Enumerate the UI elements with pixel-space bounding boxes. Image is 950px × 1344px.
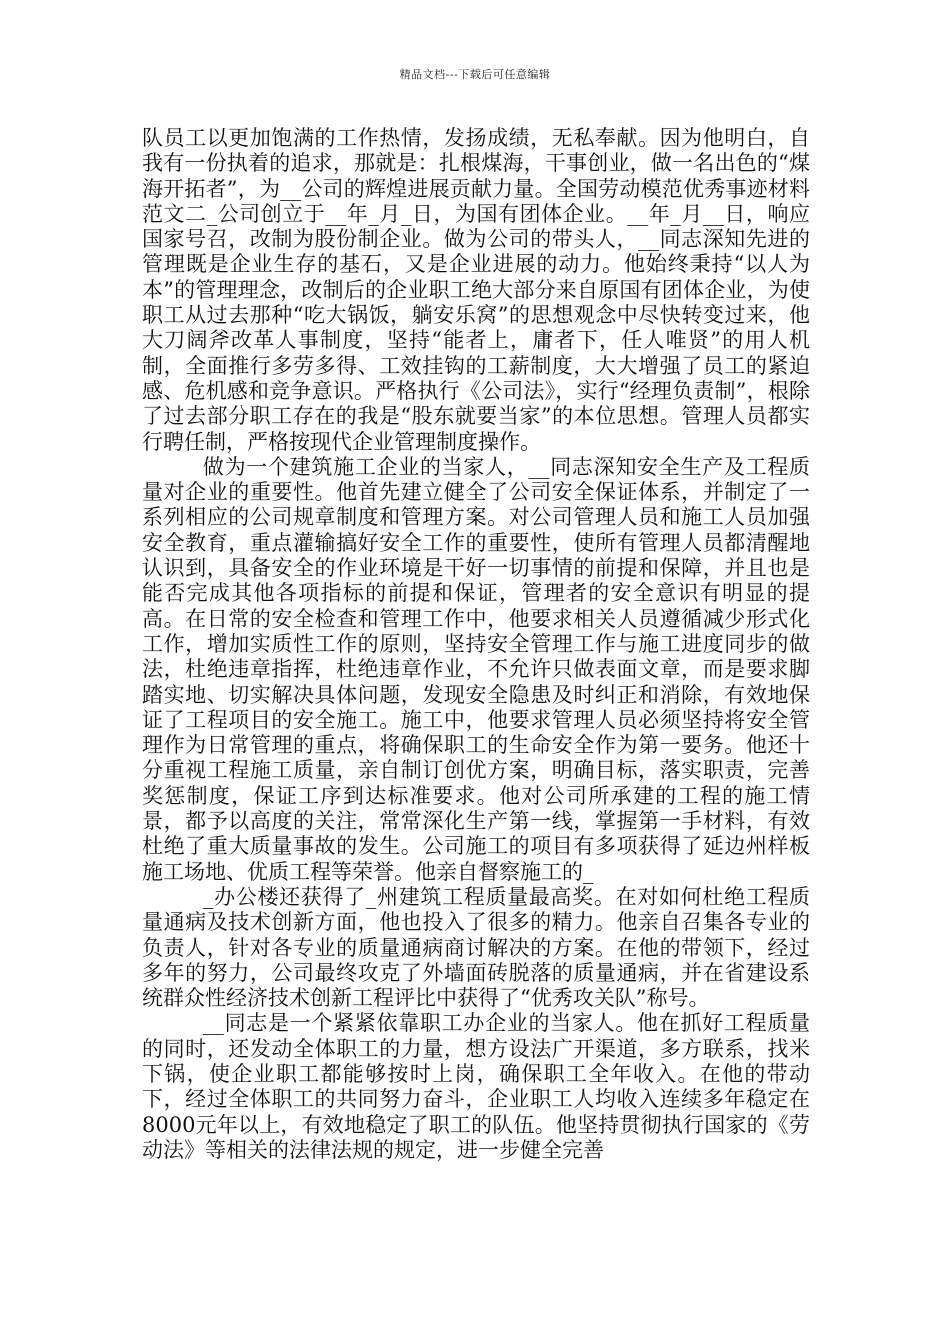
paragraph-3: _办公楼还获得了_州建筑工程质量最高奖。在对如何杜绝工程质量通病及技术创新方面，他也投入了很多的精力。他亲自召集各专业的负责人，针对各专业的质量通病商讨解决的方案。在他的带领下，经过多年的努力，公司最终攻克了外墙面砖脱落的质量通病，并在省建设系统群众性经济技术创新工程评比中获得了“优秀攻关队”称号。 <box>142 884 810 1011</box>
document-body <box>142 126 810 1163</box>
page-header-watermark: 精品文档---下载后可任意编辑 <box>399 68 551 81</box>
paragraph-4: __同志是一个紧紧依靠职工办企业的当家人。他在抓好工程质量的同时，还发动全体职工的力量，想方设法广开渠道，多方联系，找米下锅，使企业职工都能够按时上岗，确保职工全年收入。在他的带动下，经过全体职工的共同努力奋斗，企业职工人均收入连续多年稳定在8000元年以上，有效地稳定了职工的队伍。他坚持贯彻执行国家的《劳动法》等相关的法律法规的规定，进一步健全完善 <box>142 1011 810 1162</box>
paragraph-1: 队员工以更加饱满的工作热情，发扬成绩，无私奉献。因为他明白，自我有一份执着的追求，那就是：扎根煤海，干事创业，做一名出色的“煤海开拓者”，为__公司的辉煌进展贡献力量。全国劳动模范优秀事迹材料范文二_公司创立于__年_月_日，为国有团体企业。__年_月__日，响应国家号召，改制为股份制企业。做为公司的带头人，__同志深知先进的管理既是企业生存的基石，又是企业进展的动力。他始终秉持“以人为本”的管理理念，改制后的企业职工绝大部分来自原国有团体企业，为使职工从过去那种“吃大锅饭，躺安乐窝”的思想观念中尽快转变过来，他大刀阔斧改革人事制度，坚持“能者上，庸者下，任人唯贤”的用人机制，全面推行多劳多得、工效挂钩的工薪制度，大大增强了员工的紧迫感、危机感和竞争意识。严格执行《公司法》，实行“经理负责制”，根除了过去部分职工存在的我是“股东就要当家”的本位思想。管理人员都实行聘任制，严格按现代企业管理制度操作。 <box>142 126 810 454</box>
paragraph-2: 做为一个建筑施工企业的当家人，__同志深知安全生产及工程质量对企业的重要性。他首先建立健全了公司安全保证体系，并制定了一系列相应的公司规章制度和管理方案。对公司管理人员和施工人员加强安全教育，重点灌输搞好安全工作的重要性，使所有管理人员都清醒地认识到，具备安全的作业环境是干好一切事情的前提和保障，并且也是能否完成其他各项指标的前提和保证，管理者的安全意识有明显的提高。在日常的安全检查和管理工作中，他要求相关人员遵循减少形式化工作，增加实质性工作的原则，坚持安全管理工作与施工进度同步的做法，杜绝违章指挥，杜绝违章作业，不允许只做表面文章，而是要求脚踏实地、切实解决具体问题，发现安全隐患及时纠正和消除，有效地保证了工程项目的安全施工。施工中，他要求管理人员必须坚持将安全管理作为日常管理的重点，将确保职工的生命安全作为第一要务。他还十分重视工程施工质量，亲自制订创优方案，明确目标，落实职责，完善奖惩制度，保证工序到达标准要求。他对公司所承建的工程的施工情景，都予以高度的关注，常常深化生产第一线，掌握第一手材料，有效杜绝了重大质量事故的发生。公司施工的项目有多项获得了延边州样板施工场地、优质工程等荣誉。他亲自督察施工的_ <box>142 454 810 884</box>
